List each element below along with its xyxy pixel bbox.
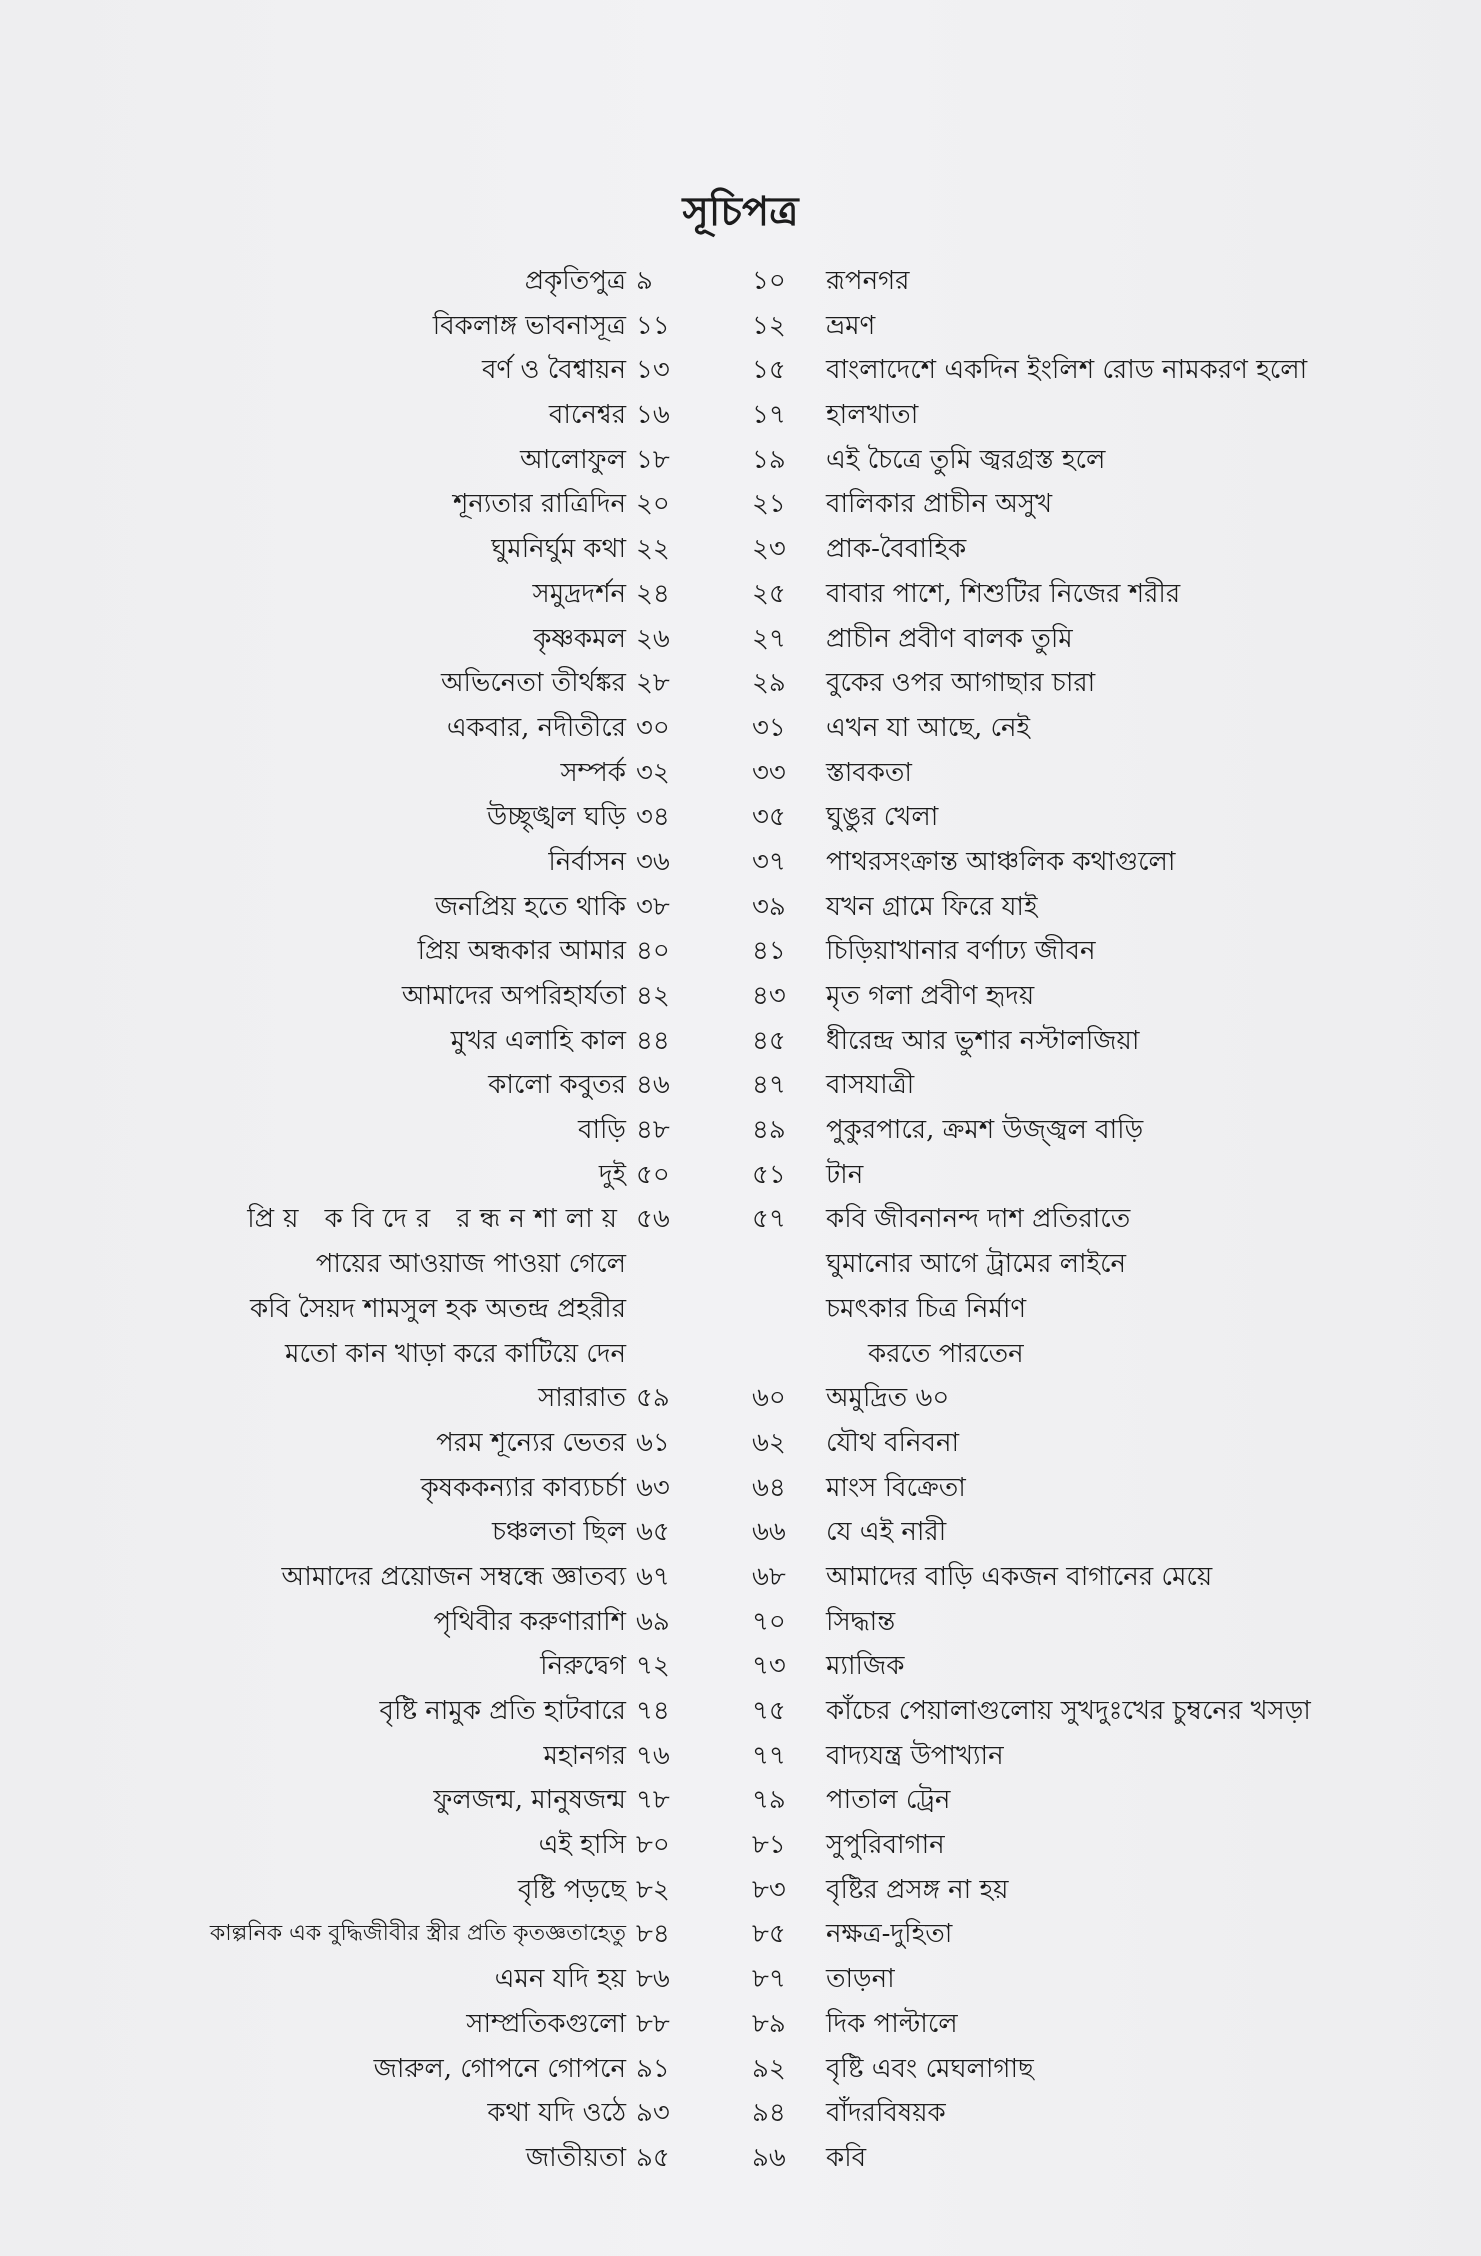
- toc-left-title: প্রিয় কবিদের রন্ধনশালায়: [247, 1204, 626, 1235]
- toc-left-title: মতো কান খাড়া করে কাটিয়ে দেন: [285, 1338, 626, 1369]
- toc-left-page-number: ৩০: [636, 712, 670, 743]
- toc-right-title: প্রাক-বৈবাহিক: [826, 534, 967, 565]
- toc-left-page-number: ৪২: [636, 981, 670, 1011]
- toc-right-title: রূপনগর: [826, 266, 910, 296]
- toc-right-title: যৌথ বনিবনা: [826, 1427, 960, 1458]
- toc-row: [0, 348, 1481, 393]
- toc-left-page-number: ৪০: [636, 936, 670, 967]
- toc-right-page-number: ৭৯: [752, 1785, 786, 1816]
- toc-right-title: অমুদ্রিত ৬০: [826, 1383, 950, 1414]
- toc-left-page-number: ৩৮: [636, 891, 670, 922]
- toc-left-page-number: ৪৮: [636, 1115, 670, 1146]
- toc-right-title: ম্যাজিক: [826, 1651, 905, 1682]
- toc-left-title: শূন্যতার রাত্রিদিন: [452, 489, 626, 520]
- toc-right-page-number: ৭৩: [752, 1651, 786, 1682]
- toc-right-page-number: ৬৬: [752, 1517, 786, 1548]
- toc-right-page-number: ২৩: [752, 534, 786, 565]
- toc-row: [0, 1734, 1481, 1779]
- toc-left-page-number: ৭৪: [636, 1696, 670, 1726]
- toc-left-title: উচ্ছৃঙ্খল ঘড়ি: [486, 802, 626, 833]
- toc-right-page-number: ৩১: [752, 712, 786, 743]
- toc-row: [0, 1912, 1481, 1957]
- toc-row: [0, 259, 1481, 304]
- toc-row: [0, 1421, 1481, 1466]
- toc-row: [0, 393, 1481, 438]
- toc-row: [0, 1332, 1481, 1377]
- toc-right-title: সিদ্ধান্ত: [826, 1606, 896, 1637]
- toc-left-title: কথা যদি ওঠে: [487, 2098, 626, 2129]
- toc-left-page-number: ৯৩: [636, 2098, 670, 2129]
- toc-right-page-number: ১৯: [752, 444, 786, 475]
- toc-row: [0, 2091, 1481, 2136]
- toc-right-title: বাবার পাশে, শিশুটির নিজের শরীর: [826, 578, 1181, 609]
- toc-row: [0, 840, 1481, 885]
- toc-right-page-number: ৬৪: [752, 1472, 786, 1503]
- toc-left-title: জারুল, গোপনে গোপনে: [373, 2053, 626, 2084]
- toc-left-title: কৃষককন্যার কাব্যচর্চা: [420, 1472, 626, 1503]
- toc-right-page-number: ১২: [752, 310, 786, 341]
- toc-right-page-number: ১৭: [752, 400, 786, 431]
- toc-right-title: টান: [826, 1159, 864, 1190]
- toc-left-page-number: ২২: [636, 534, 670, 565]
- toc-left-page-number: ৮৮: [636, 2008, 670, 2039]
- toc-right-title: দিক পাল্টালে: [826, 2008, 958, 2039]
- toc-left-title: আমাদের অপরিহার্যতা: [401, 981, 626, 1011]
- toc-left-title: বর্ণ ও বৈশ্বায়ন: [481, 355, 626, 386]
- toc-left-page-number: ৭৮: [636, 1785, 670, 1816]
- toc-row: [0, 1019, 1481, 1064]
- toc-left-page-number: ৯৫: [636, 2142, 670, 2173]
- toc-right-page-number: ৪৯: [752, 1115, 786, 1146]
- toc-left-title: অভিনেতা তীর্থঙ্কর: [441, 668, 626, 699]
- toc-left-title: আলোফুল: [519, 444, 626, 475]
- toc-row: [0, 1957, 1481, 2002]
- toc-left-page-number: ৫০: [636, 1159, 670, 1190]
- toc-row: [0, 2136, 1481, 2181]
- toc-left-title: প্রিয় অন্ধকার আমার: [417, 936, 626, 967]
- toc-right-title: কাঁচের পেয়ালাগুলোয় সুখদুঃখের চুম্বনের খসড়া: [826, 1696, 1311, 1726]
- toc-left-title: কবি সৈয়দ শামসুল হক অতন্দ্র প্রহরীর: [249, 1293, 626, 1324]
- toc-left-page-number: ২৮: [636, 668, 670, 699]
- toc-right-page-number: ১৫: [752, 355, 786, 386]
- toc-row: [0, 929, 1481, 974]
- toc-left-page-number: ১৮: [636, 444, 670, 475]
- toc-row: [0, 1868, 1481, 1913]
- toc-row: [0, 974, 1481, 1019]
- toc-left-title: আমাদের প্রয়োজন সম্বন্ধে জ্ঞাতব্য: [281, 1561, 626, 1592]
- toc-right-page-number: ৯৬: [752, 2142, 786, 2173]
- toc-left-title: জাতীয়তা: [525, 2142, 626, 2173]
- toc-right-page-number: ৮৫: [752, 1919, 786, 1950]
- toc-right-page-number: ৮৭: [752, 1964, 786, 1995]
- toc-left-title: মুখর এলাহি কাল: [450, 1025, 626, 1056]
- toc-left-title: বিকলাঙ্গ ভাবনাসূত্র: [432, 310, 626, 341]
- toc-right-title: বালিকার প্রাচীন অসুখ: [826, 489, 1053, 520]
- toc-right-page-number: ৫১: [752, 1159, 786, 1190]
- toc-right-page-number: ৭৫: [752, 1696, 786, 1726]
- toc-left-page-number: ৩৬: [636, 846, 670, 877]
- toc-right-title: ভ্রমণ: [826, 310, 876, 341]
- toc-right-page-number: ৬০: [752, 1383, 786, 1414]
- toc-row: [0, 527, 1481, 572]
- toc-row: [0, 1063, 1481, 1108]
- toc-row: [0, 885, 1481, 930]
- toc-left-title: বাড়ি: [577, 1115, 626, 1146]
- toc-right-page-number: ৯৪: [752, 2098, 786, 2129]
- toc-right-page-number: ৪৫: [752, 1025, 786, 1056]
- toc-right-title: এই চৈত্রে তুমি জ্বরগ্রস্ত হলে: [826, 444, 1106, 475]
- toc-right-title: স্তাবকতা: [826, 757, 912, 788]
- toc-row: [0, 1108, 1481, 1153]
- toc-right-title: প্রাচীন প্রবীণ বালক তুমি: [826, 623, 1073, 654]
- toc-right-page-number: ৪৩: [752, 981, 786, 1011]
- toc-right-title: বাংলাদেশে একদিন ইংলিশ রোড নামকরণ হলো: [826, 355, 1308, 386]
- toc-left-title: পরম শূন্যের ভেতর: [436, 1427, 626, 1458]
- toc-right-title: পাতাল ট্রেন: [826, 1785, 951, 1816]
- toc-left-title: কাল্পনিক এক বুদ্ধিজীবীর স্ত্রীর প্রতি কৃতজ্ঞতাহেতু: [209, 1921, 626, 1947]
- toc-row: [0, 572, 1481, 617]
- toc-right-page-number: ৯২: [752, 2053, 786, 2084]
- toc-left-page-number: ৮২: [636, 1874, 670, 1905]
- toc-left-title: বানেশ্বর: [548, 400, 626, 431]
- toc-row: [0, 1600, 1481, 1645]
- toc-right-page-number: ৩৫: [752, 802, 786, 833]
- toc-left-title: একবার, নদীতীরে: [446, 712, 626, 743]
- toc-right-title: করতে পারতেন: [868, 1338, 1024, 1369]
- toc-left-title: এমন যদি হয়: [494, 1964, 626, 1995]
- toc-left-title: প্রকৃতিপুত্র: [524, 266, 626, 296]
- toc-row: [0, 1287, 1481, 1332]
- toc-left-title: সম্পর্ক: [560, 757, 626, 788]
- toc-row: [0, 795, 1481, 840]
- toc-right-title: মাংস বিক্রেতা: [826, 1472, 966, 1503]
- toc-left-page-number: ১১: [636, 310, 670, 341]
- toc-right-page-number: ৩৩: [752, 757, 786, 788]
- toc-right-title: ঘুমানোর আগে ট্রামের লাইনে: [826, 1249, 1127, 1280]
- toc-left-page-number: ৪৬: [636, 1070, 670, 1101]
- toc-right-page-number: ৭০: [752, 1606, 786, 1637]
- toc-right-page-number: ২১: [752, 489, 786, 520]
- toc-left-title: দুই: [598, 1159, 626, 1190]
- toc-row: [0, 2002, 1481, 2047]
- toc-right-page-number: ৬৮: [752, 1561, 786, 1592]
- toc-left-page-number: ৫৬: [636, 1204, 670, 1235]
- toc-left-page-number: ৯১: [636, 2053, 670, 2084]
- toc-left-title: চঞ্চলতা ছিল: [491, 1517, 626, 1548]
- toc-left-title: নির্বাসন: [548, 846, 626, 877]
- toc-right-page-number: ৮৩: [752, 1874, 786, 1905]
- toc-row: [0, 304, 1481, 349]
- toc-right-page-number: ৩৯: [752, 891, 786, 922]
- toc-row: [0, 1376, 1481, 1421]
- toc-right-title: ঘুঙুর খেলা: [826, 802, 939, 833]
- toc-left-title: জনপ্রিয় হতে থাকি: [434, 891, 626, 922]
- toc-row: [0, 1510, 1481, 1555]
- toc-right-title: বাঁদরবিষয়ক: [826, 2098, 946, 2129]
- toc-row: [0, 617, 1481, 662]
- toc-right-page-number: ৬২: [752, 1427, 786, 1458]
- toc-left-page-number: ২৬: [636, 623, 670, 654]
- toc-left-page-number: ৭২: [636, 1651, 670, 1682]
- toc-right-title: চিড়িয়াখানার বর্ণাঢ্য জীবন: [826, 936, 1096, 967]
- toc-row: [0, 1555, 1481, 1600]
- toc-right-page-number: ৪১: [752, 936, 786, 967]
- toc-right-title: নক্ষত্র-দুহিতা: [826, 1919, 953, 1950]
- toc-row: [0, 1153, 1481, 1198]
- toc-left-title: কৃষ্ণকমল: [533, 623, 626, 654]
- toc-row: [0, 751, 1481, 796]
- toc-row: [0, 438, 1481, 483]
- toc-right-page-number: ২৫: [752, 578, 786, 609]
- toc-row: [0, 661, 1481, 706]
- toc-left-title: পৃথিবীর করুণারাশি: [433, 1606, 626, 1637]
- toc-left-title: ঘুমনির্ঘুম কথা: [491, 534, 626, 565]
- toc-right-title: তাড়না: [826, 1964, 895, 1995]
- toc-left-title: সাম্প্রতিকগুলো: [466, 2008, 626, 2039]
- toc-row: [0, 1689, 1481, 1734]
- toc-right-page-number: ৮১: [752, 1830, 786, 1861]
- toc-left-title: এই হাসি: [538, 1830, 626, 1861]
- toc-left-page-number: ২০: [636, 489, 670, 520]
- toc-left-page-number: ৯: [636, 266, 653, 296]
- toc-right-title: হালখাতা: [826, 400, 919, 431]
- toc-left-title: নিরুদ্বেগ: [540, 1651, 626, 1682]
- toc-right-title: যখন গ্রামে ফিরে যাই: [826, 891, 1038, 922]
- toc-right-title: আমাদের বাড়ি একজন বাগানের মেয়ে: [826, 1561, 1213, 1592]
- toc-left-title: পায়ের আওয়াজ পাওয়া গেলে: [315, 1249, 626, 1280]
- toc-right-page-number: ৭৭: [752, 1740, 786, 1771]
- table-of-contents: [0, 259, 1481, 2181]
- toc-right-title: বৃষ্টি এবং মেঘলাগাছ: [826, 2053, 1034, 2084]
- toc-left-title: ফুলজন্ম, মানুষজন্ম: [433, 1785, 626, 1816]
- toc-left-page-number: ৬৯: [636, 1606, 670, 1637]
- toc-left-page-number: ৬৩: [636, 1472, 670, 1503]
- toc-left-title: কালো কবুতর: [488, 1070, 626, 1101]
- page-title: সূচিপত্র: [682, 188, 799, 235]
- toc-row: [0, 1197, 1481, 1242]
- toc-left-page-number: ৮০: [636, 1830, 670, 1861]
- toc-right-title: এখন যা আছে, নেই: [826, 712, 1031, 743]
- toc-row: [0, 1644, 1481, 1689]
- toc-right-title: পাথরসংক্রান্ত আঞ্চলিক কথাগুলো: [826, 846, 1176, 877]
- toc-right-title: বৃষ্টির প্রসঙ্গ না হয়: [826, 1874, 1009, 1905]
- toc-right-page-number: ২৭: [752, 623, 786, 654]
- toc-right-title: পুকুরপারে, ক্রমশ উজ্জ্বল বাড়ি: [826, 1115, 1144, 1146]
- toc-left-page-number: ৮৬: [636, 1964, 670, 1995]
- toc-left-page-number: ৩২: [636, 757, 670, 788]
- toc-row: [0, 482, 1481, 527]
- toc-left-page-number: ৬১: [636, 1427, 670, 1458]
- toc-left-page-number: ৫৯: [636, 1383, 670, 1414]
- toc-left-title: সারারাত: [538, 1383, 626, 1414]
- toc-left-page-number: ৪৪: [636, 1025, 670, 1056]
- toc-row: [0, 1823, 1481, 1868]
- toc-right-page-number: ১০: [752, 266, 786, 296]
- toc-left-page-number: ৮৪: [636, 1919, 670, 1950]
- toc-row: [0, 1466, 1481, 1511]
- toc-left-page-number: ৭৬: [636, 1740, 670, 1771]
- toc-left-page-number: ১৩: [636, 355, 670, 386]
- toc-left-page-number: ১৬: [636, 400, 670, 431]
- toc-row: [0, 2047, 1481, 2092]
- toc-right-title: মৃত গলা প্রবীণ হৃদয়: [826, 981, 1035, 1011]
- toc-right-title: বাদ্যযন্ত্র উপাখ্যান: [826, 1740, 1004, 1771]
- toc-right-page-number: ৫৭: [752, 1204, 786, 1235]
- toc-left-title: বৃষ্টি নামুক প্রতি হাটবারে: [379, 1696, 626, 1726]
- toc-left-title: মহানগর: [543, 1740, 626, 1771]
- toc-row: [0, 1778, 1481, 1823]
- toc-right-page-number: ৮৯: [752, 2008, 786, 2039]
- toc-row: [0, 1242, 1481, 1287]
- toc-left-page-number: ৩৪: [636, 802, 670, 833]
- toc-right-title: বাসযাত্রী: [826, 1070, 915, 1101]
- toc-right-title: বুকের ওপর আগাছার চারা: [826, 668, 1096, 699]
- toc-left-page-number: ২৪: [636, 578, 670, 609]
- toc-right-title: ধীরেন্দ্র আর ভুশার নস্টালজিয়া: [826, 1025, 1140, 1056]
- toc-right-title: কবি জীবনানন্দ দাশ প্রতিরাতে: [826, 1204, 1131, 1235]
- toc-left-page-number: ৬৫: [636, 1517, 670, 1548]
- toc-right-title: সুপুরিবাগান: [826, 1830, 945, 1861]
- toc-right-page-number: ৪৭: [752, 1070, 786, 1101]
- toc-right-title: কবি: [826, 2142, 867, 2173]
- toc-left-title: বৃষ্টি পড়ছে: [517, 1874, 626, 1905]
- toc-right-page-number: ২৯: [752, 668, 786, 699]
- toc-right-title: চমৎকার চিত্র নির্মাণ: [826, 1293, 1027, 1324]
- toc-right-page-number: ৩৭: [752, 846, 786, 877]
- toc-left-title: সমুদ্রদর্শন: [532, 578, 626, 609]
- toc-left-page-number: ৬৭: [636, 1561, 670, 1592]
- toc-right-title: যে এই নারী: [826, 1517, 947, 1548]
- toc-row: [0, 706, 1481, 751]
